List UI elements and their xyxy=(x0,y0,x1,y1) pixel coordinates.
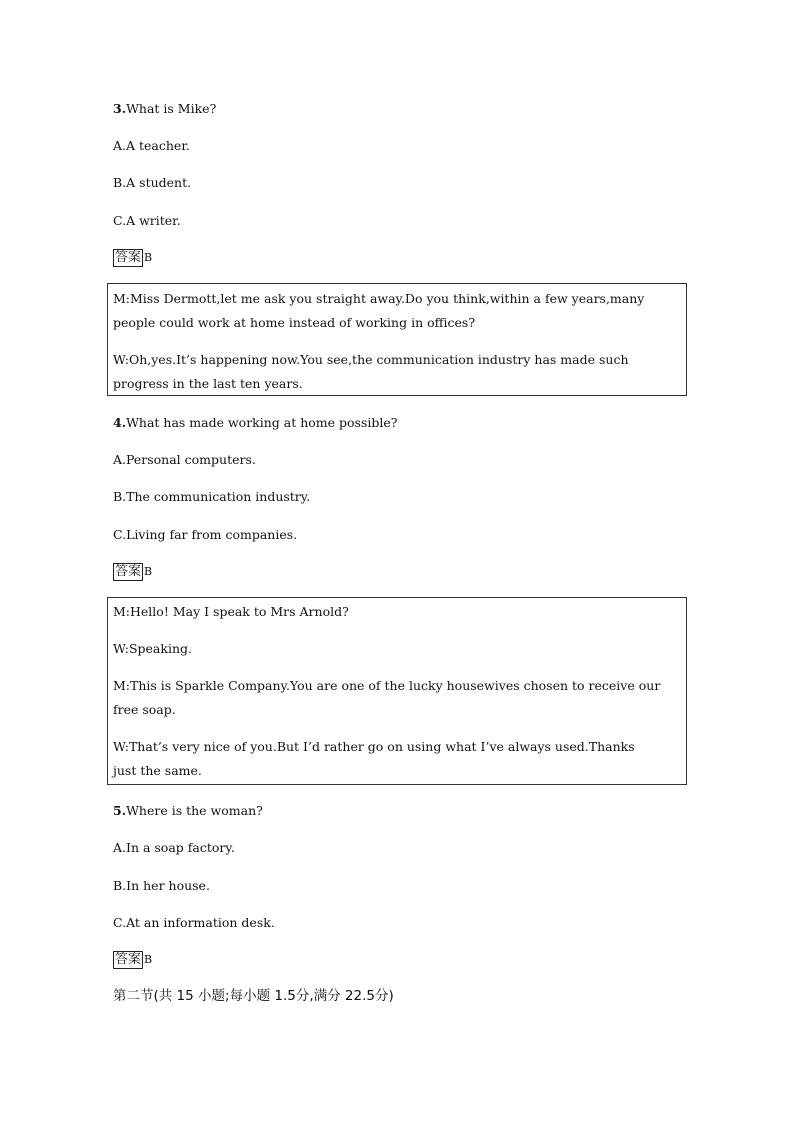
dialogue-line: M:This is Sparkle Company.You are one of the lucky housewives chosen to receive our xyxy=(113,678,661,693)
question-stem: Where is the woman? xyxy=(126,803,263,818)
option-a: A.In a soap factory. xyxy=(113,840,235,855)
option-c: C.Living far from companies. xyxy=(113,527,298,542)
dialogue-line: W:That’s very nice of you.But I’d rather go on using what I’ve always used.Thanks xyxy=(113,739,635,754)
dialogue-line: M:Hello! May I speak to Mrs Arnold? xyxy=(113,604,349,619)
option-a: A.Personal computers. xyxy=(113,452,256,467)
dialogue-box xyxy=(107,283,687,396)
answer-row xyxy=(113,951,152,969)
dialogue-line: W:Oh,yes.It’s happening now.You see,the communication industry has made such xyxy=(113,352,629,367)
question-number: 4. xyxy=(113,415,127,430)
dialogue-box xyxy=(107,597,687,785)
option-c: C.At an information desk. xyxy=(113,915,275,930)
dialogue-line: W:Speaking. xyxy=(113,641,192,656)
option-b: B.The communication industry. xyxy=(113,489,311,504)
question-4 xyxy=(113,415,397,431)
answer-value: B xyxy=(144,251,153,264)
answer-tag: 答案 xyxy=(115,952,142,967)
answer-value: B xyxy=(144,565,153,578)
question-number: 5. xyxy=(113,803,127,818)
option-c: C.A writer. xyxy=(113,213,181,228)
dialogue-line: M:Miss Dermott,let me ask you straight away.Do you think,within a few years,many xyxy=(113,291,645,306)
question-stem: What is Mike? xyxy=(126,101,217,116)
answer-value: B xyxy=(144,953,153,966)
dialogue-line: free soap. xyxy=(113,702,176,717)
section-heading: 第二节(共 15 小题;每小题 1.5分,满分 22.5分) xyxy=(113,988,394,1004)
option-b: B.A student. xyxy=(113,175,192,190)
answer-row xyxy=(113,249,152,267)
option-a: A.A teacher. xyxy=(113,138,190,153)
option-b: B.In her house. xyxy=(113,878,210,893)
question-stem: What has made working at home possible? xyxy=(126,415,398,430)
answer-row xyxy=(113,563,152,581)
dialogue-line: progress in the last ten years. xyxy=(113,376,303,391)
answer-tag: 答案 xyxy=(115,564,142,579)
dialogue-line: people could work at home instead of working in offices? xyxy=(113,315,476,330)
question-5 xyxy=(113,803,263,819)
answer-tag: 答案 xyxy=(115,250,142,265)
question-3 xyxy=(113,101,216,117)
dialogue-line: just the same. xyxy=(113,763,202,778)
question-number: 3. xyxy=(113,101,127,116)
